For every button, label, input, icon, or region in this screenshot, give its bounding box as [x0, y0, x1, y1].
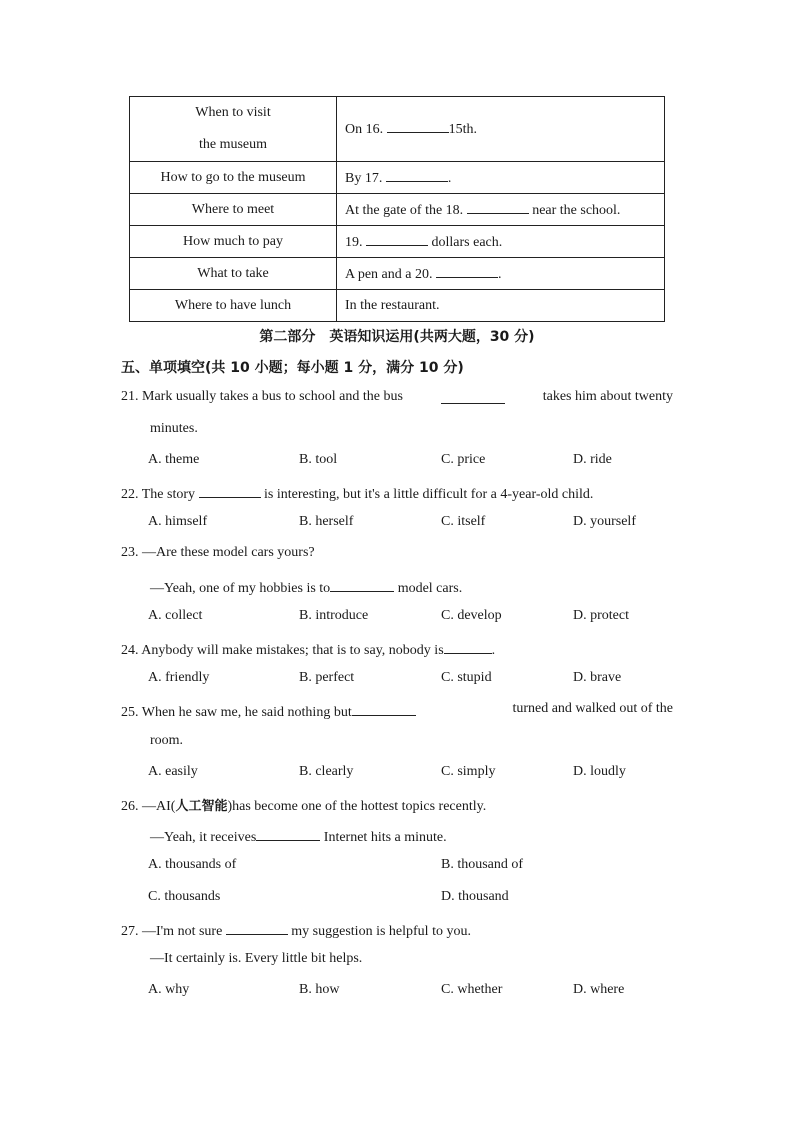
option-a[interactable]: A. easily: [148, 764, 198, 779]
option-c[interactable]: C. thousands: [148, 889, 221, 904]
question-25-blank[interactable]: [352, 701, 416, 716]
value-text: By 17.: [345, 170, 383, 186]
option-b[interactable]: B. clearly: [299, 764, 354, 779]
option-a[interactable]: A. why: [148, 982, 190, 997]
question-27-stem: [121, 920, 471, 940]
table-value-cell: In the restaurant.: [337, 290, 665, 322]
table-row: [130, 97, 665, 162]
question-text: —Yeah, it receives: [150, 830, 257, 845]
question-text: —Yeah, one of my hobbies is to: [150, 581, 331, 596]
question-24-blank[interactable]: [444, 639, 492, 654]
question-27-blank[interactable]: [226, 920, 288, 935]
question-number: 26.: [121, 799, 139, 814]
value-text: A pen and a 20.: [345, 266, 433, 282]
question-text: Internet hits a minute.: [323, 830, 447, 845]
question-text: takes him about twenty: [542, 389, 673, 404]
part-title: 第二部分 英语知识运用(共两大题，30 分): [259, 329, 535, 345]
question-26-stem: [121, 795, 486, 815]
question-text: —Are these model cars yours?: [142, 545, 315, 560]
option-c[interactable]: C. itself: [441, 514, 486, 529]
table-key-cell: Where to meet: [130, 194, 337, 226]
option-d[interactable]: D. ride: [573, 452, 612, 467]
answer-blank-20[interactable]: [436, 263, 498, 278]
value-text: near the school.: [532, 202, 621, 218]
option-d[interactable]: D. protect: [573, 608, 629, 623]
question-22-stem: [121, 483, 593, 503]
question-24-stem: [121, 639, 495, 659]
question-27-dialog: —It certainly is. Every little bit helps.: [150, 951, 363, 966]
option-b[interactable]: B. how: [299, 982, 340, 997]
question-text: —AI(: [142, 799, 176, 814]
option-d[interactable]: D. thousand: [441, 889, 509, 904]
answer-blank-16[interactable]: [387, 118, 449, 133]
option-a[interactable]: A. thousands of: [148, 857, 237, 872]
question-text: Mark usually takes a bus to school and the bus: [142, 389, 403, 404]
answer-blank-18[interactable]: [467, 199, 529, 214]
option-b[interactable]: B. perfect: [299, 670, 355, 685]
question-23-dialog: [150, 577, 462, 597]
question-text: The story: [141, 487, 196, 502]
option-c[interactable]: C. develop: [441, 608, 502, 623]
option-a[interactable]: A. friendly: [148, 670, 210, 685]
question-text: Anybody will make mistakes; that is to say, nobody is: [141, 643, 444, 658]
table-row: [130, 162, 665, 194]
table-key-line: the museum: [198, 137, 268, 152]
table-key-line: When to visit: [195, 105, 271, 120]
question-26-blank[interactable]: [256, 826, 320, 841]
table-key-cell: Where to have lunch: [130, 290, 337, 322]
question-text: turned and walked out of the: [512, 701, 673, 716]
value-text: 15th.: [448, 122, 478, 137]
question-text: .: [491, 643, 496, 658]
question-number: 21.: [121, 389, 139, 404]
option-b[interactable]: B. thousand of: [441, 857, 524, 872]
question-23-blank[interactable]: [330, 577, 394, 592]
table-row: [130, 290, 665, 322]
question-number: 24.: [121, 643, 139, 658]
table-value-cell: [337, 162, 665, 194]
question-number: 27.: [121, 924, 139, 939]
option-d[interactable]: D. brave: [573, 670, 622, 685]
question-text: )has become one of the hottest topics recently.: [227, 799, 487, 814]
value-text: 19.: [345, 234, 363, 250]
table-key-cell: How much to pay: [130, 226, 337, 258]
value-text: At the gate of the 18.: [345, 202, 464, 218]
question-number: 23.: [121, 545, 139, 560]
value-text: On 16.: [345, 122, 384, 137]
question-26-dialog: [150, 826, 447, 846]
question-23-stem: [121, 545, 315, 561]
section-title: 五、单项填空(共 10 小题；每小题 1 分，满分 10 分): [121, 360, 464, 376]
table-value-cell: [337, 258, 665, 290]
option-b[interactable]: B. tool: [299, 452, 338, 467]
question-22-blank[interactable]: [199, 483, 261, 498]
table-row: [130, 194, 665, 226]
table-key-cell: How to go to the museum: [130, 162, 337, 194]
question-text: —I'm not sure: [142, 924, 223, 939]
option-b[interactable]: B. introduce: [299, 608, 369, 623]
question-text-chinese: 人工智能: [175, 799, 228, 814]
answer-blank-17[interactable]: [386, 167, 448, 182]
option-b[interactable]: B. herself: [299, 514, 354, 529]
table-value-cell: [337, 194, 665, 226]
value-text: dollars each.: [431, 234, 503, 250]
question-text: my suggestion is helpful to you.: [291, 924, 471, 939]
question-number: 22.: [121, 487, 139, 502]
museum-visit-table: [129, 96, 665, 322]
option-d[interactable]: D. yourself: [573, 514, 636, 529]
option-a[interactable]: A. himself: [148, 514, 208, 529]
value-text: .: [447, 170, 452, 186]
question-21-continuation: minutes.: [150, 421, 198, 436]
option-a[interactable]: A. collect: [148, 608, 203, 623]
table-row: [130, 226, 665, 258]
value-text: .: [497, 266, 502, 282]
option-c[interactable]: C. simply: [441, 764, 496, 779]
question-25-stem: [121, 701, 673, 721]
option-c[interactable]: C. whether: [441, 982, 503, 997]
table-value-cell: [337, 97, 665, 162]
table-row: [130, 258, 665, 290]
question-text: model cars.: [397, 581, 463, 596]
table-value-cell: [337, 226, 665, 258]
question-21-stem: [121, 389, 673, 405]
option-c[interactable]: C. price: [441, 452, 486, 467]
question-number: 25.: [121, 705, 139, 720]
option-a[interactable]: A. theme: [148, 452, 200, 467]
option-d[interactable]: D. where: [573, 982, 625, 997]
question-text: is interesting, but it's a little difficult for a 4-year-old child.: [264, 487, 594, 502]
question-21-blank[interactable]: [441, 389, 505, 404]
option-d[interactable]: D. loudly: [573, 764, 626, 779]
answer-blank-19[interactable]: [366, 231, 428, 246]
question-text: When he saw me, he said nothing but: [141, 705, 352, 720]
table-key-cell: What to take: [130, 258, 337, 290]
table-key-cell: [130, 97, 337, 162]
option-c[interactable]: C. stupid: [441, 670, 492, 685]
question-25-continuation: room.: [150, 733, 184, 748]
